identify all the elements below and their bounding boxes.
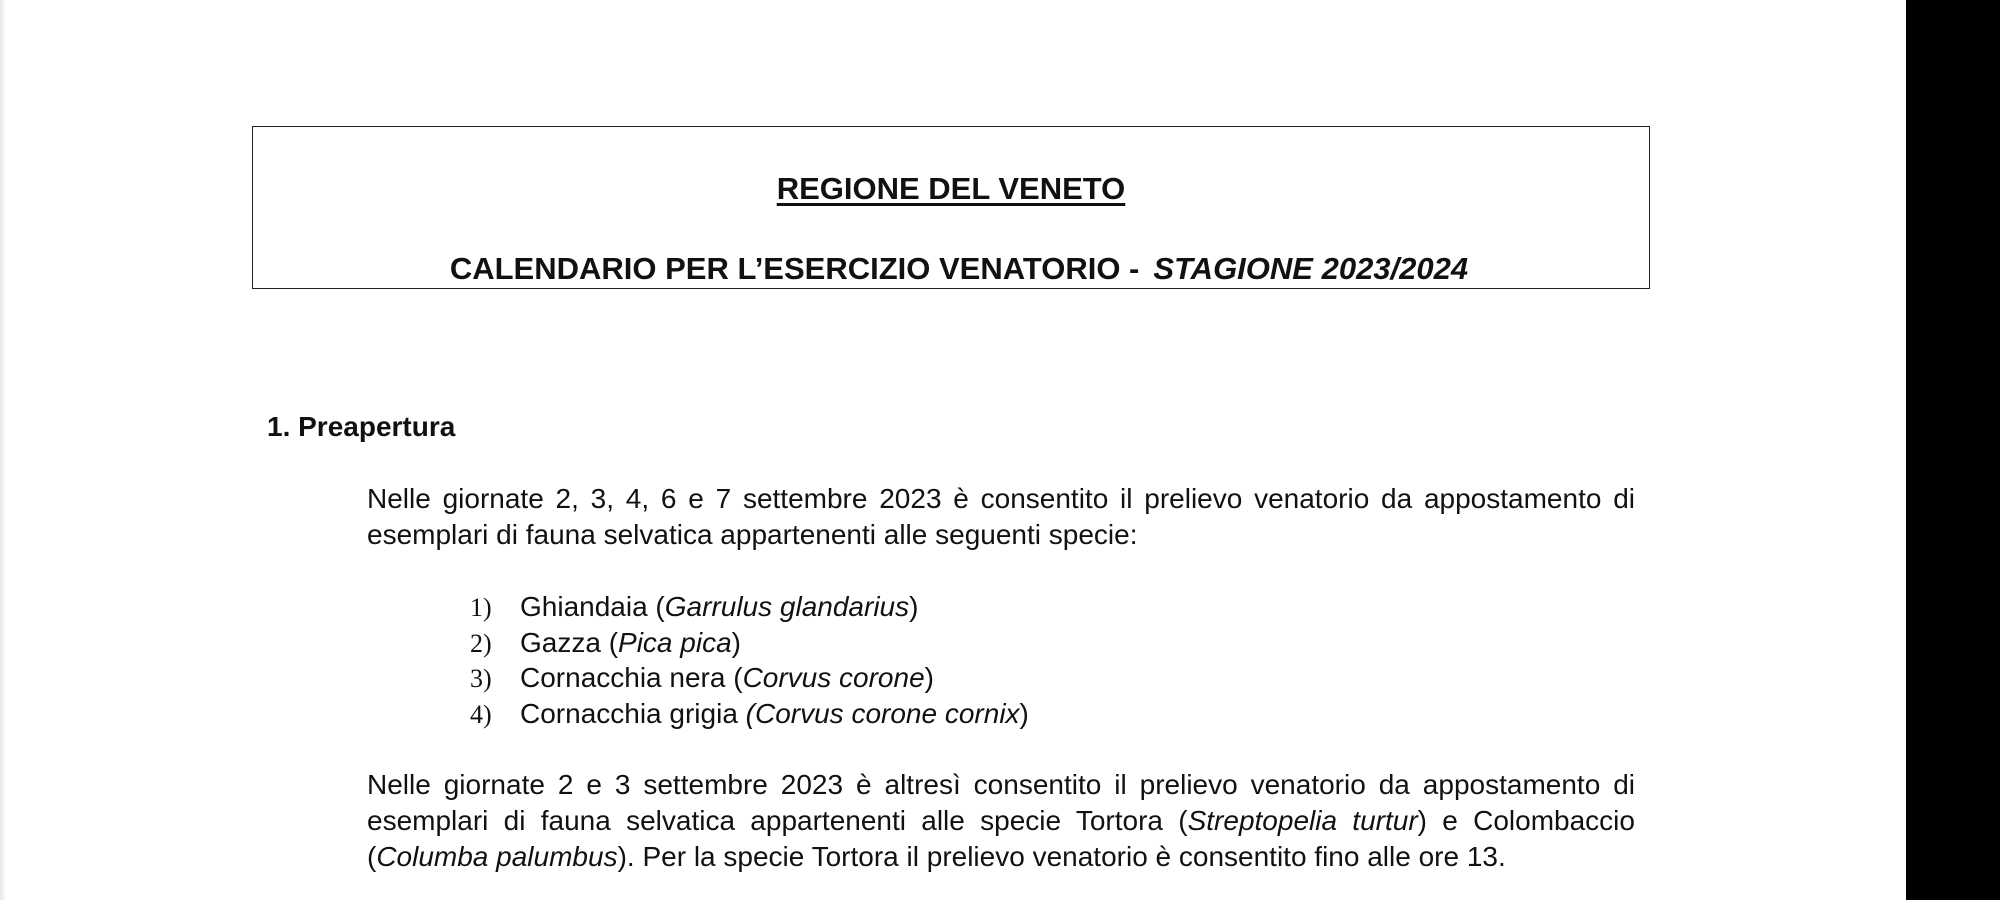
species-scientific-name: Streptopelia turtur xyxy=(1187,805,1418,836)
species-common-name: Gazza ( xyxy=(520,626,619,658)
list-number: 4) xyxy=(470,699,492,729)
calendar-title xyxy=(253,251,1649,287)
para-text-1: Nelle giornate 2 e 3 settembre 2023 è altresì consentito il prelievo venatorio da appostamento di esemplari di fauna selvatica appartenenti alle specie Tortora ( xyxy=(367,769,1635,836)
closing-paren: ) xyxy=(731,626,741,658)
species-scientific-name: Corvus corone xyxy=(742,662,925,693)
para-text-2: ) e Colombaccio ( xyxy=(367,805,1635,872)
para-text-3: ). Per la specie Tortora il prelievo venatorio è consentito fino alle ore 13. xyxy=(617,841,1506,872)
list-item xyxy=(470,589,1029,625)
list-item xyxy=(470,696,1029,732)
species-common-name: Cornacchia grigia xyxy=(520,697,746,729)
list-number: 2) xyxy=(470,628,492,658)
species-common-name: Ghiandaia ( xyxy=(520,591,665,622)
list-item xyxy=(470,660,1029,696)
list-number: 3) xyxy=(470,664,492,693)
species-scientific-name: Garrulus glandarius xyxy=(664,591,910,622)
calendar-title-text: CALENDARIO PER L’ESERCIZIO VENATORIO - xyxy=(449,251,1140,286)
species-scientific-name: Pica pica xyxy=(618,626,732,658)
species-scientific-name: Columba palumbus xyxy=(376,841,618,872)
list-item xyxy=(470,625,1029,661)
section-heading: 1. Preapertura xyxy=(267,411,456,442)
closing-paren: ) xyxy=(924,662,934,693)
title-box xyxy=(252,126,1650,289)
region-title: REGIONE DEL VENETO xyxy=(776,171,1126,206)
closing-paren: ) xyxy=(1019,697,1029,729)
season-label: STAGIONE 2023/2024 xyxy=(1153,251,1469,286)
species-scientific-name: (Corvus corone cornix xyxy=(745,697,1020,729)
species-common-name: Cornacchia nera ( xyxy=(520,662,743,693)
second-paragraph xyxy=(367,767,1635,875)
intro-paragraph: Nelle giornate 2, 3, 4, 6 e 7 settembre 2023 è consentito il prelievo venatorio da appostamento di esemplari di fauna selvatica appartenenti alle seguenti specie: xyxy=(367,483,1635,550)
closing-paren: ) xyxy=(909,591,919,622)
viewer-side-bar xyxy=(1906,0,2000,900)
page-edge-shadow xyxy=(0,0,6,900)
list-number: 1) xyxy=(470,593,492,622)
species-list xyxy=(470,589,1029,731)
